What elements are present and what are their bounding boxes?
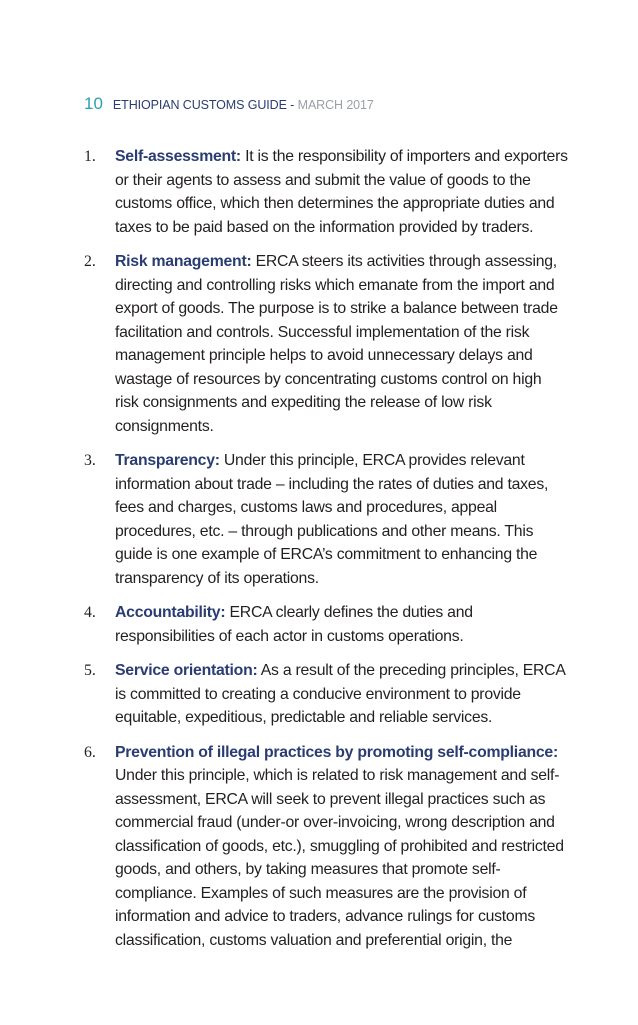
list-item-text: It is the responsibility of importers and exporters or their agents to assess and submit the value of goods to the customs office, which then determines the appropriate duties and taxes to be paid based on the information provided by traders. [115, 148, 568, 236]
list-item-body [115, 659, 568, 730]
list-item-term: Service orientation: [115, 662, 258, 679]
list-item-text: Under this principle, which is related to risk management and self-assessment, ERCA will seek to prevent illegal practices such as commercial fraud (under-or over-invoicing, wrong description and classification of goods, etc.), smuggling of prohibited and restricted goods, and others, by taking measures that promote self-compliance. Examples of such measures are the provision of information and advice to traders, advance rulings for customs classification, customs valuation and preferential origin, the [115, 767, 564, 949]
running-title-separator: - [286, 98, 298, 112]
list-item-body [115, 449, 568, 590]
list-item-term: Prevention of illegal practices by promoting self-compliance: [115, 743, 558, 761]
page-header [84, 94, 374, 114]
list-item-number: 1. [84, 148, 96, 165]
list-item-number: 6. [84, 743, 96, 761]
list-item [84, 741, 568, 953]
list-item-text: ERCA clearly defines the duties and responsibilities of each actor in customs operations. [115, 604, 473, 645]
running-title [113, 98, 374, 112]
running-title-date: MARCH 2017 [297, 98, 374, 112]
list-item-term: Transparency: [115, 452, 220, 469]
list-item [84, 659, 568, 730]
list-item-text: As a result of the preceding principles, ERCA is committed to creating a conducive environment to provide equitable, expeditious, predictable and reliable services. [115, 662, 565, 726]
running-title-text: ETHIOPIAN CUSTOMS GUIDE [112, 98, 287, 112]
list-item-body [115, 601, 568, 648]
list-item-text: ERCA steers its activities through assessing, directing and controlling risks which emanate from the import and export of goods. The purpose is to strike a balance between trade facilitation and controls. Successful implementation of the risk management principle helps to avoid unnecessary delays and wastage of resources by concentrating customs control on high risk consignments and expediting the release of low risk consignments. [115, 253, 558, 435]
list-item-number: 2. [84, 253, 96, 270]
list-item [84, 145, 568, 239]
list-item [84, 449, 568, 590]
page-number: 10 [84, 94, 103, 113]
list-item-body [115, 145, 568, 239]
list-item-term: Self-assessment: [115, 148, 241, 165]
principles-list [84, 145, 568, 963]
list-item [84, 601, 568, 648]
list-item-number: 4. [84, 604, 96, 621]
list-item-text: Under this principle, ERCA provides relevant information about trade – including the rates of duties and taxes, fees and charges, customs laws and procedures, appeal procedures, etc. – through publications and other means. This guide is one example of ERCA’s commitment to enhancing the transparency of its operations. [115, 452, 549, 587]
list-item-number: 3. [84, 452, 96, 469]
list-item-term: Risk management: [115, 253, 252, 270]
list-item-body [115, 741, 568, 953]
list-item-body [115, 250, 568, 438]
list-item-term: Accountability: [115, 604, 226, 621]
list-item-number: 5. [84, 662, 96, 679]
list-item [84, 250, 568, 438]
